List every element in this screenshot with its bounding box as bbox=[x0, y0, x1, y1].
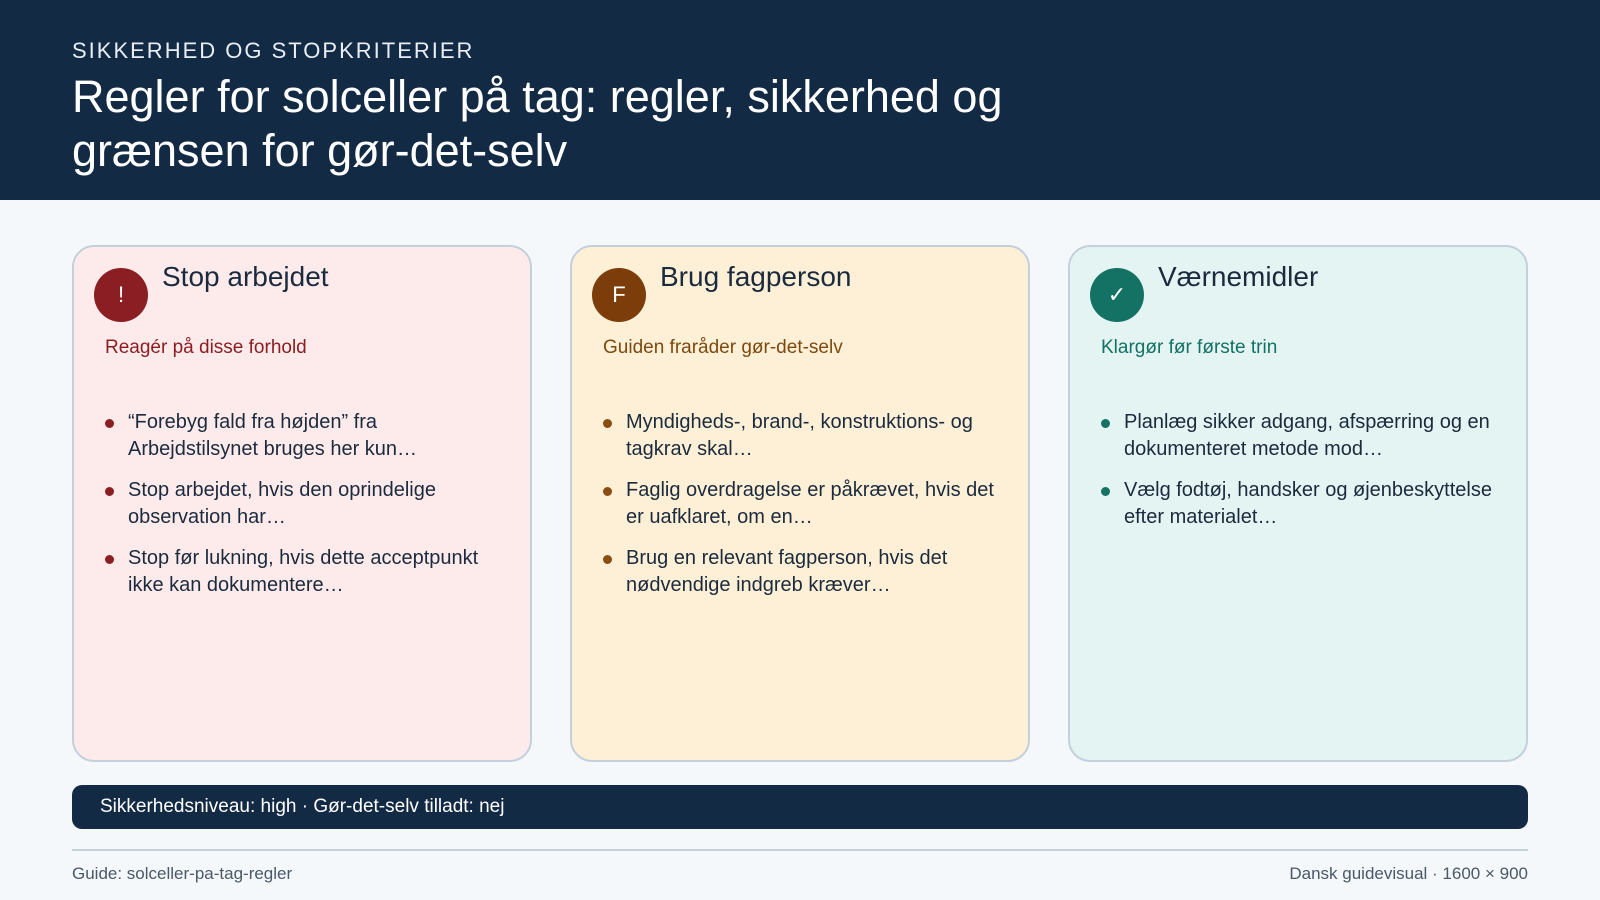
footer-meta-label: Dansk guidevisual · 1600 × 900 bbox=[1289, 864, 1528, 883]
header bbox=[0, 0, 1600, 200]
list-item: Brug en relevant fagperson, hvis det nødvendige indgreb kræver… bbox=[603, 545, 1003, 599]
list-item: Faglig overdragelse er påkrævet, hvis det er uafklaret, om en… bbox=[603, 477, 1003, 531]
list-item: Myndigheds-, brand-, konstruktions- og tagkrav skal… bbox=[603, 409, 1003, 463]
list-item: Planlæg sikker adgang, afspærring og en dokumenteret metode mod… bbox=[1101, 409, 1501, 463]
bullet-list bbox=[1101, 409, 1501, 545]
card-subtitle: Guiden fraråder gør-det-selv bbox=[603, 337, 843, 358]
card-stop-work bbox=[72, 245, 532, 762]
list-item: Vælg fodtøj, handsker og øjenbeskyttelse efter materialet… bbox=[1101, 477, 1501, 531]
letter-f-icon: F bbox=[592, 268, 646, 322]
divider bbox=[72, 849, 1528, 851]
card-title: Stop arbejdet bbox=[162, 261, 329, 292]
status-bar: Sikkerhedsniveau: high · Gør-det-selv tilladt: nej bbox=[72, 785, 1528, 829]
card-use-professional bbox=[570, 245, 1030, 762]
exclamation-icon: ! bbox=[94, 268, 148, 322]
eyebrow: SIKKERHED OG STOPKRITERIER bbox=[72, 38, 475, 63]
list-item: Stop arbejdet, hvis den oprindelige observation har… bbox=[105, 477, 505, 531]
page-title: Regler for solceller på tag: regler, sikkerhed og grænsen for gør-det-selv bbox=[72, 71, 1003, 176]
checkmark-icon: ✓ bbox=[1090, 268, 1144, 322]
bullet-list bbox=[105, 409, 505, 613]
card-title: Brug fagperson bbox=[660, 261, 852, 292]
card-protective-equipment bbox=[1068, 245, 1528, 762]
card-title: Værnemidler bbox=[1158, 261, 1319, 292]
bullet-list bbox=[603, 409, 1003, 613]
list-item: Stop før lukning, hvis dette acceptpunkt ikke kan dokumentere… bbox=[105, 545, 505, 599]
list-item: “Forebyg fald fra højden” fra Arbejdstilsynet bruges her kun… bbox=[105, 409, 505, 463]
footer-guide-label: Guide: solceller-pa-tag-regler bbox=[72, 864, 293, 883]
card-subtitle: Reagér på disse forhold bbox=[105, 337, 307, 358]
card-subtitle: Klargør før første trin bbox=[1101, 337, 1278, 358]
